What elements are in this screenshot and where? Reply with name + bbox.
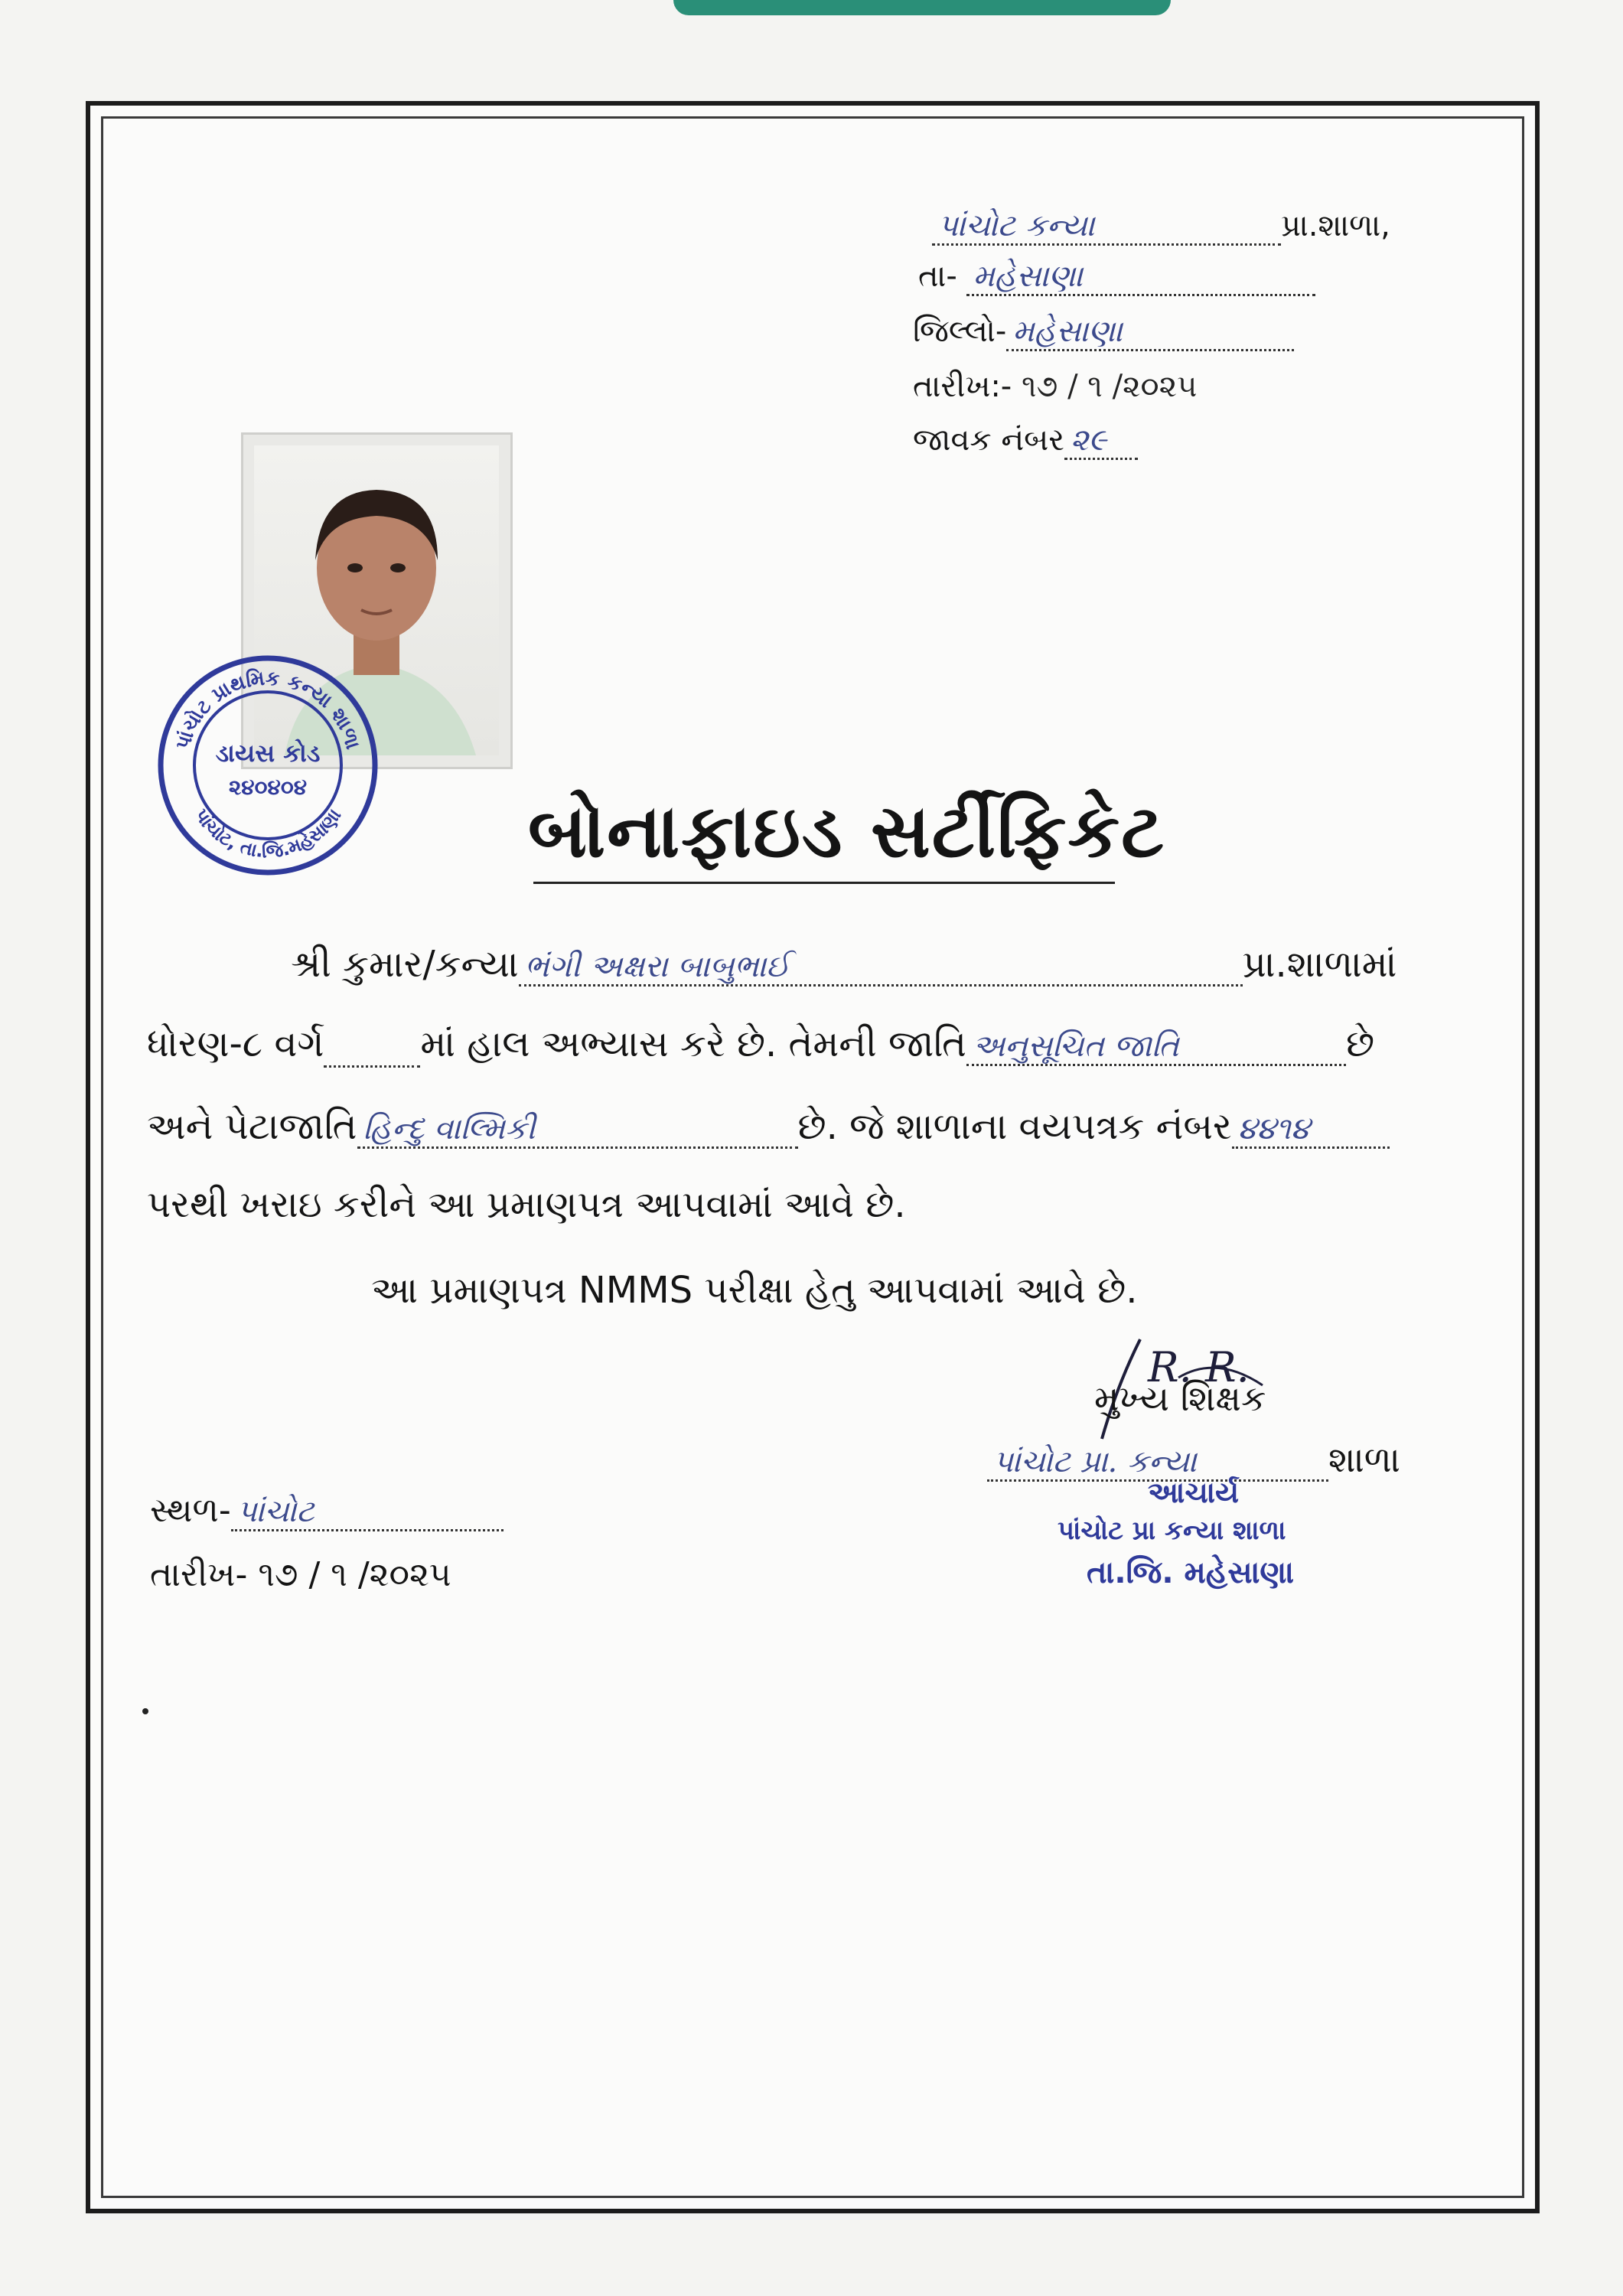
place-label: સ્થળ-	[150, 1491, 231, 1530]
class-section-blank	[324, 1022, 420, 1068]
seal-dise-code: ૨૪૦૪૦૪	[228, 775, 308, 800]
place-hand: પાંચોટ	[231, 1494, 504, 1531]
title-underline	[533, 882, 1115, 884]
stray-dot	[142, 1708, 148, 1714]
footer-school-hand: પાંચોટ પ્રા. કન્યા	[987, 1444, 1328, 1482]
header-school-suffix: પ્રા.શાળા,	[1281, 208, 1390, 243]
place-line	[150, 1491, 504, 1531]
certificate-inner-border	[101, 116, 1524, 2198]
header-district-hand: મહેસાણા	[1006, 314, 1294, 351]
header-school-line	[932, 208, 1390, 246]
top-edge-strip	[673, 0, 1171, 15]
body-line-3	[147, 1105, 1390, 1149]
seal-dise-label: ડાયસ કોડ	[215, 739, 321, 768]
body-line3-mid: છે. જે શાળાના વયપત્રક નંબર	[797, 1105, 1232, 1148]
header-outward-hand: ૨૯	[1064, 422, 1138, 460]
header-district-label: જિલ્લો-	[913, 314, 1007, 349]
header-taluka-line	[918, 259, 1315, 296]
caste-hand: અનુસૂચિત જાતિ	[966, 1029, 1346, 1066]
body-line-1	[291, 943, 1396, 987]
head-teacher-signature: R. R.	[1148, 1343, 1250, 1391]
seal-bottom-text: પાંચોટ, તા.જિ.મહેસાણા	[190, 804, 346, 863]
body-line1-prefix: શ્રી કુમાર/કન્યા	[291, 943, 519, 986]
body-line-4: પરથી ખરાઇ કરીને આ પ્રમાણપત્ર આપવામાં આવે છે.	[147, 1183, 906, 1226]
footer-school-suffix: શાળા	[1328, 1439, 1400, 1480]
header-outward-line	[913, 422, 1138, 460]
body-line3-prefix: અને પેટાજાતિ	[147, 1105, 357, 1148]
header-school-name-hand: પાંચોટ કન્યા	[932, 208, 1281, 246]
stamp-line-2: પાંચોટ પ્રા કન્યા શાળા	[1058, 1515, 1286, 1546]
register-number-hand: ૪૪૧૪	[1232, 1111, 1390, 1149]
body-line-5: આ પ્રમાણપત્ર NMMS પરીક્ષા હેતુ આપવામાં આવે છે.	[371, 1269, 1138, 1312]
body-line2-suffix: છે	[1345, 1022, 1375, 1065]
principal-stamp	[1048, 1469, 1370, 1623]
seal-top-text: પાંચોટ પ્રાથમિક કન્યા શાળા	[171, 667, 364, 752]
stamp-line-1: આચાર્ય	[1148, 1476, 1240, 1509]
school-seal-stamp	[153, 651, 383, 880]
student-name-hand: ભંગી અક્ષરા બાબુભાઈ	[519, 949, 1243, 987]
body-line2-mid: માં હાલ અભ્યાસ કરે છે. તેમની જાતિ	[420, 1022, 966, 1065]
header-outward-label: જાવક નંબર	[913, 422, 1064, 458]
body-line-2	[147, 1022, 1374, 1068]
header-district-line	[913, 314, 1294, 351]
footer-date-line	[150, 1555, 451, 1594]
head-teacher-label: મુખ્ય શિક્ષક	[1094, 1378, 1266, 1419]
body-line1-suffix: પ્રા.શાળામાં	[1242, 943, 1397, 986]
header-taluka-label: તા-	[918, 259, 957, 294]
stamp-line-3: તા.જિ. મહેસાણા	[1087, 1555, 1295, 1590]
body-line2-prefix: ધોરણ-૮ વર્ગ	[147, 1022, 324, 1065]
header-date-label: તારીખ:-	[913, 369, 1012, 404]
footer-date-label: તારીખ-	[150, 1555, 248, 1594]
header-date-line	[913, 369, 1197, 404]
header-date-hand: ૧૭ / ૧ /૨૦૨૫	[1021, 369, 1198, 404]
svg-text:પાંચોટ, તા.જિ.મહેસાણા	[191, 804, 346, 862]
certificate-title: બોનાફાઇડ સર્ટીફિકેટ	[528, 788, 1166, 874]
footer-date-value: ૧૭ / ૧ /૨૦૨૫	[258, 1555, 451, 1594]
subcaste-hand: હિન્દુ વાલ્મિકી	[357, 1111, 798, 1149]
header-taluka-hand: મહેસાણા	[966, 259, 1315, 296]
